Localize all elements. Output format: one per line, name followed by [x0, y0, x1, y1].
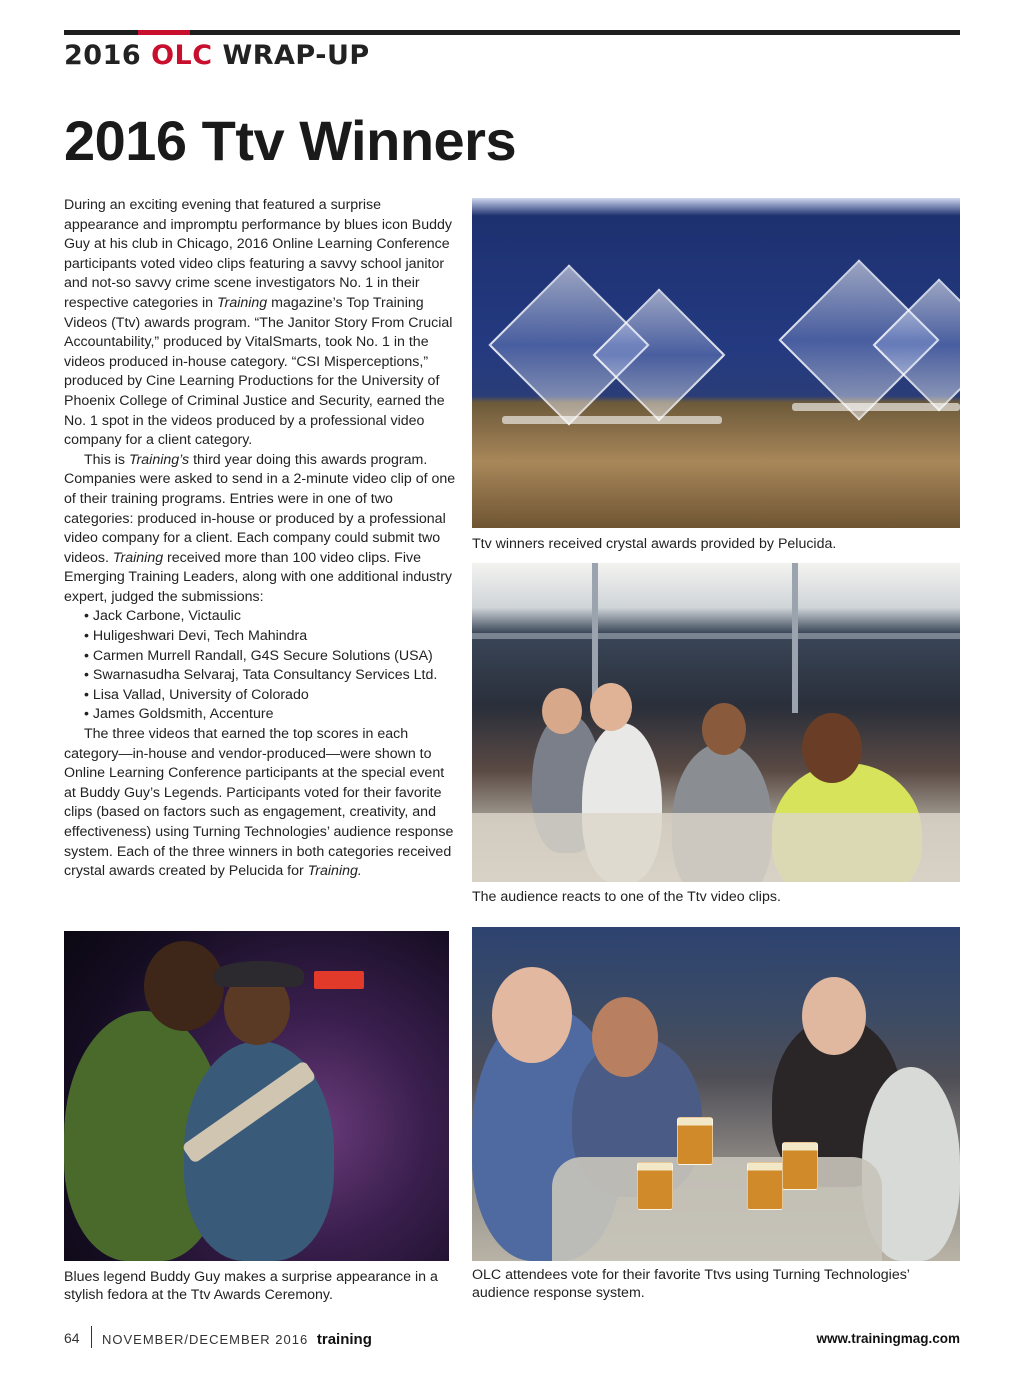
page-title: 2016 Ttv Winners [64, 109, 517, 172]
issue-date: NOVEMBER/DECEMBER 2016 [102, 1332, 309, 1347]
top-rule [64, 30, 960, 35]
list-item: • Swarnasudha Selvaraj, Tata Consultancy Services Ltd. [84, 666, 456, 686]
issue-line [102, 1331, 372, 1348]
fedora-icon [214, 961, 304, 987]
website-link[interactable]: www.trainingmag.com [816, 1331, 960, 1346]
kicker-year: 2016 [64, 40, 142, 71]
paragraph-3: The three videos that earned the top scores in each category—in-house and vendor-produced—were shown to Online Learning Conference participants at the special event at Buddy Guy’s Legends. Participants voted for their favorite clips (based on factors such as engagement, creativity, and effectiveness) using Turning Technologies’ audience response system. Each of the three winners in both categories received crystal awards created by Pelucida for Training. [64, 726, 454, 880]
paragraph-1: During an exciting evening that featured a surprise appearance and impromptu performance by blues icon Buddy Guy at his club in Chicago, 2016 Online Learning Conference participants voted video clips featuring a savvy school janitor and not-so savvy crime scene investigators No. 1 in their respective categories in Training magazine’s Top Training Videos (Ttv) awards program. “The Janitor Story From Crucial Accountability,” produced by VitalSmarts, took No. 1 in the videos produced in-house category. “CSI Misperceptions,” produced by Cine Learning Productions for the University of Phoenix College of Criminal Justice and Security, earned the No. 1 spot in the videos produced by a professional video company for a client category. [64, 197, 453, 449]
judges-list [64, 607, 456, 725]
beer-glass-icon [637, 1162, 673, 1210]
list-item: • Carmen Murrell Randall, G4S Secure Solutions (USA) [84, 647, 456, 667]
list-item: • Huligeshwari Devi, Tech Mahindra [84, 627, 456, 647]
footer-divider [91, 1326, 92, 1348]
beer-glass-icon [782, 1142, 818, 1190]
list-item: • Jack Carbone, Victaulic [84, 607, 456, 627]
brand-wordmark: training [316, 1331, 372, 1348]
attendees-voting-photo [472, 927, 960, 1261]
page-number: 64 [64, 1330, 80, 1346]
list-item: • James Goldsmith, Accenture [84, 705, 456, 725]
awards-caption: Ttv winners received crystal awards provided by Pelucida. [472, 536, 837, 552]
top-rule-accent [138, 30, 190, 35]
buddy-guy-caption: Blues legend Buddy Guy makes a surprise appearance in a stylish fedora at the Ttv Awards Ceremony. [64, 1269, 438, 1303]
crystal-awards-photo [472, 198, 960, 528]
beer-glass-icon [677, 1117, 713, 1165]
section-kicker [64, 40, 370, 71]
buddy-guy-photo [64, 931, 449, 1261]
list-item: • Lisa Vallad, University of Colorado [84, 686, 456, 706]
paragraph-2: This is Training’s third year doing this awards program. Companies were asked to send in a 2-minute video clip of one of their training programs. Entries were in one of two categories: produced in-house or produced by a professional video company for a client. Each company could submit two videos. Training received more than 100 video clips. Five Emerging Training Leaders, along with one additional industry expert, judged the submissions: [64, 451, 456, 605]
kicker-olc: OLC [151, 40, 213, 71]
audience-photo [472, 563, 960, 882]
article-body [64, 196, 456, 882]
audience-caption: The audience reacts to one of the Ttv video clips. [472, 889, 781, 905]
voting-caption: OLC attendees vote for their favorite Ttvs using Turning Technologies’ audience response system. [472, 1267, 910, 1301]
kicker-rest: WRAP-UP [222, 40, 370, 71]
beer-glass-icon [747, 1162, 783, 1210]
